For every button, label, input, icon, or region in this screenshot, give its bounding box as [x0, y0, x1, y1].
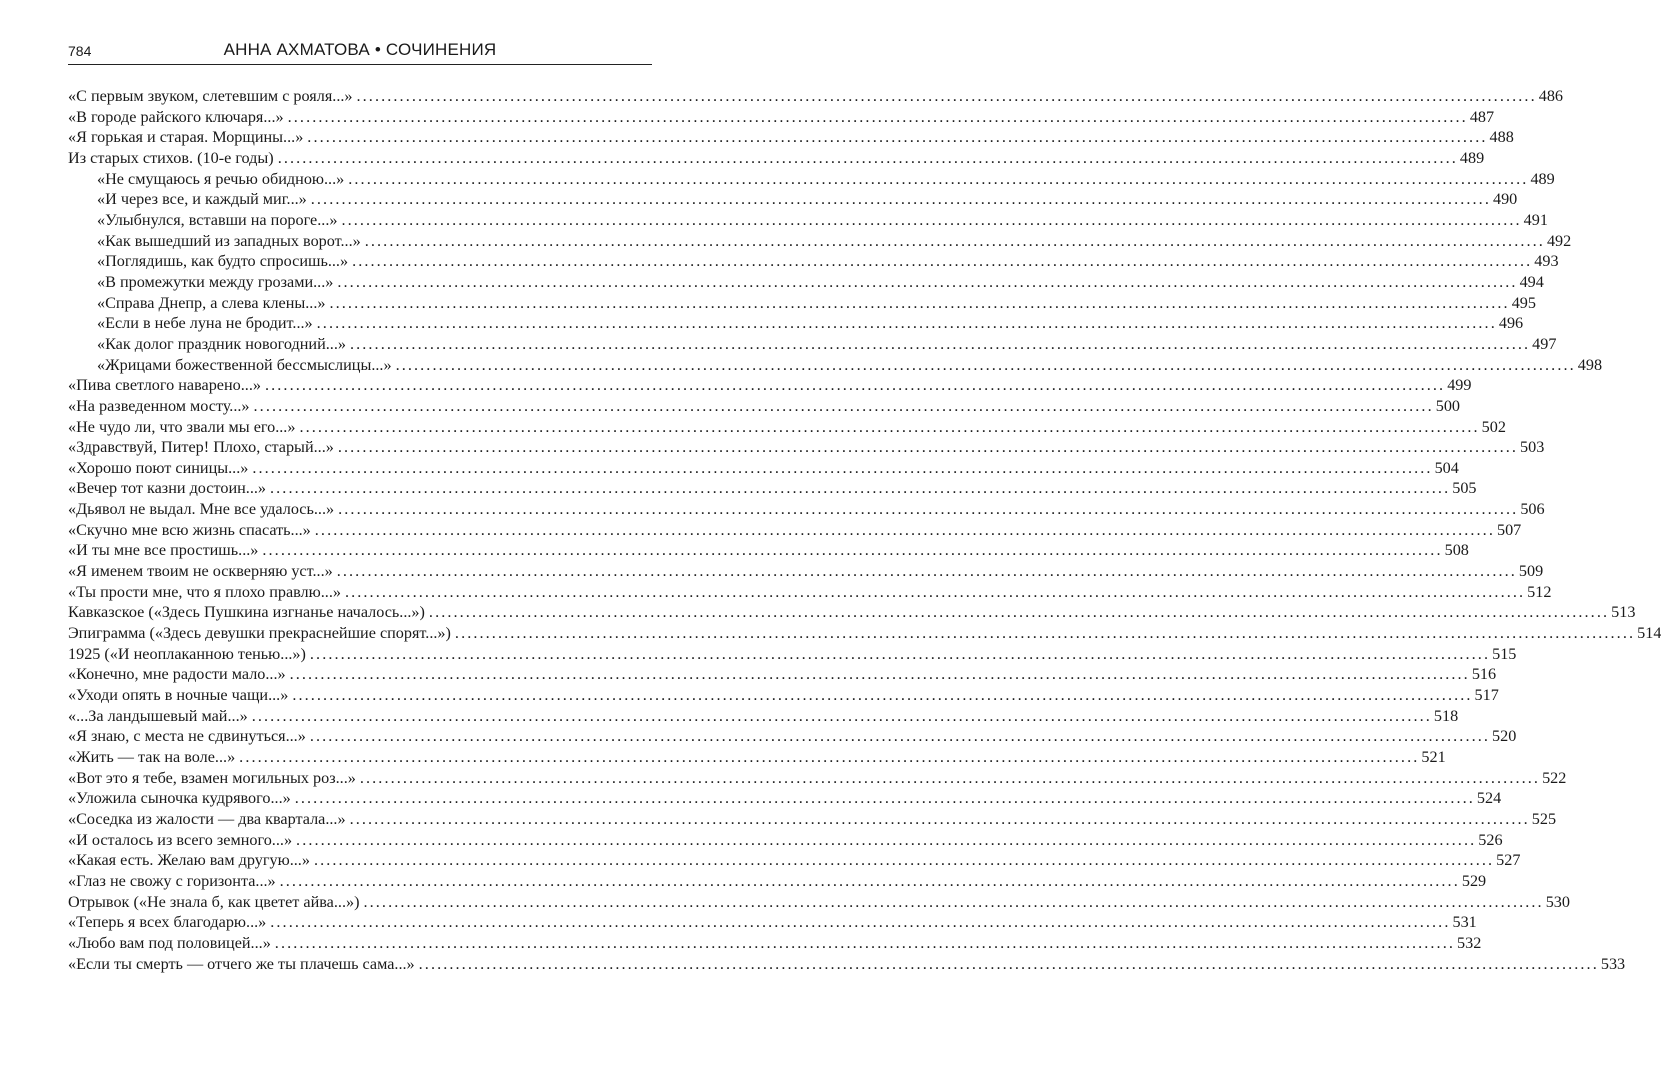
toc-entry [68, 437, 1545, 458]
entry-page-number: 500 [1435, 396, 1461, 415]
toc-entry [68, 892, 1570, 913]
toc-entry [68, 293, 1536, 314]
entry-title: Из старых стихов. (10-е годы) [68, 148, 274, 167]
dot-leader: ................................................................................................................................................................................................ [314, 520, 1495, 539]
dot-leader: ................................................................................................................................................................................................ [253, 396, 1434, 415]
entry-page-number: 515 [1492, 644, 1517, 663]
entry-page-number: 532 [1457, 933, 1482, 952]
toc-entry [68, 726, 1517, 747]
toc-entry [68, 86, 1563, 107]
entry-title: «Жить — так на воле...» [68, 748, 236, 766]
entry-page-number: 517 [1474, 686, 1499, 705]
toc-entry [68, 768, 1567, 789]
dot-leader: ................................................................................................................................................................................................ [299, 417, 1480, 436]
entry-page-number: 496 [1498, 314, 1524, 333]
dot-leader: ................................................................................................................................................................................................ [316, 314, 1497, 333]
dot-leader: ................................................................................................................................................................................................ [279, 871, 1460, 890]
entry-title: «Я знаю, с места не сдвинуться...» [68, 727, 306, 746]
dot-leader: ................................................................................................................................................................................................ [309, 644, 1491, 663]
table-of-contents [68, 86, 1661, 974]
dot-leader: ................................................................................................................................................................................................ [251, 706, 1432, 725]
toc-entry [68, 231, 1572, 252]
entry-page-number: 506 [1520, 500, 1545, 519]
toc-entry [68, 623, 1661, 644]
dot-leader: ................................................................................................................................................................................................ [277, 148, 1458, 167]
entry-page-number: 524 [1476, 789, 1502, 808]
entry-page-number: 489 [1459, 148, 1485, 167]
entry-page-number: 493 [1534, 252, 1559, 271]
entry-title: «Не смущаюсь я речью обидною...» [97, 169, 345, 188]
dot-leader: ................................................................................................................................................................................................ [363, 892, 1544, 911]
toc-entry [68, 169, 1555, 190]
page-number: 784 [68, 43, 92, 59]
entry-title: «На разведенном мосту...» [68, 396, 250, 415]
toc-entry [68, 664, 1497, 685]
toc-entry [68, 871, 1487, 892]
dot-leader: ................................................................................................................................................................................................ [359, 768, 1541, 787]
entry-page-number: 516 [1471, 665, 1497, 684]
dot-leader: ................................................................................................................................................................................................ [262, 541, 1443, 560]
toc-entry [68, 396, 1461, 417]
entry-page-number: 499 [1447, 376, 1472, 395]
entry-title: «Вот это я тебе, взамен могильных роз...» [68, 768, 356, 787]
entry-title: «В промежутки между грозами...» [97, 272, 334, 291]
entry-title: «Если в небе луна не бродит...» [97, 314, 313, 333]
entry-title: «Дьявол не выдал. Мне все удалось...» [68, 500, 335, 519]
entry-title: «Жрицами божественной бессмыслицы...» [97, 355, 392, 374]
dot-leader: ................................................................................................................................................................................................ [270, 913, 1451, 932]
dot-leader: ................................................................................................................................................................................................ [336, 562, 1517, 581]
toc-entry [68, 582, 1552, 603]
toc-entry [68, 685, 1499, 706]
entry-title: «Как долог праздник новогодний...» [97, 334, 346, 353]
entry-title: «Я горькая и старая. Морщины...» [68, 128, 304, 147]
entry-title: «Любо вам под половицей...» [68, 933, 271, 952]
toc-entry [68, 189, 1518, 210]
toc-entry [68, 334, 1557, 355]
entry-page-number: 502 [1481, 417, 1506, 436]
entry-page-number: 491 [1523, 210, 1548, 229]
entry-title: 1925 («И неоплаканною тенью...») [68, 644, 306, 663]
toc-entry [68, 912, 1477, 933]
entry-title: «Пива светлого наварено...» [68, 376, 261, 395]
toc-entry [68, 478, 1477, 499]
entry-title: «Улыбнулся, вставши на пороге...» [97, 210, 338, 229]
entry-page-number: 492 [1546, 231, 1572, 250]
entry-title: «...За ландышевый май...» [68, 706, 248, 725]
entry-title: «Ты прости мне, что я плохо правлю...» [68, 582, 341, 601]
entry-page-number: 518 [1433, 706, 1459, 725]
entry-title: «И ты мне все простишь...» [68, 541, 259, 560]
dot-leader: ................................................................................................................................................................................................ [454, 624, 1636, 643]
toc-entry [68, 417, 1506, 438]
entry-title: «Какая есть. Желаю вам другую...» [68, 851, 310, 870]
dot-leader: ................................................................................................................................................................................................ [310, 190, 1491, 209]
dot-leader: ................................................................................................................................................................................................ [349, 809, 1530, 828]
entry-page-number: 505 [1452, 479, 1477, 498]
entry-page-number: 522 [1542, 768, 1567, 787]
entry-title: «Хорошо поют синицы...» [68, 458, 249, 477]
entry-title: «Не чудо ли, что звали мы его...» [68, 417, 296, 436]
entry-title: «Конечно, мне радости мало...» [68, 665, 286, 684]
entry-title: «Если ты смерть — отчего же ты плачешь сама...» [68, 954, 415, 973]
entry-title: «Как вышедший из западных ворот...» [97, 231, 361, 250]
dot-leader: ................................................................................................................................................................................................ [428, 603, 1610, 622]
toc-entry [68, 107, 1495, 128]
dot-leader: ................................................................................................................................................................................................ [270, 479, 1451, 498]
entry-page-number: 487 [1469, 107, 1495, 126]
dot-leader: ................................................................................................................................................................................................ [264, 376, 1446, 395]
dot-leader: ................................................................................................................................................................................................ [307, 128, 1488, 147]
dot-leader: ................................................................................................................................................................................................ [287, 107, 1468, 126]
entry-title: Отрывок («Не знала б, как цветет айва...») [68, 892, 360, 911]
toc-entry [68, 644, 1517, 665]
entry-title: Эпиграмма («Здесь девушки прекраснейшие спорят...») [68, 624, 451, 643]
entry-page-number: 488 [1489, 128, 1514, 147]
entry-title: «Здравствуй, Питер! Плохо, старый...» [68, 438, 334, 457]
entry-title: «В городе райского ключаря...» [68, 107, 284, 126]
dot-leader: ................................................................................................................................................................................................ [239, 748, 1420, 766]
toc-entry [68, 706, 1459, 727]
entry-page-number: 526 [1478, 830, 1503, 849]
entry-page-number: 509 [1518, 562, 1544, 581]
toc-entry [68, 602, 1636, 623]
entry-title: «Скучно мне всю жизнь спасать...» [68, 520, 311, 539]
entry-title: Кавказское («Здесь Пушкина изгнанье началось...») [68, 603, 425, 622]
entry-title: «И через все, и каждый миг...» [97, 190, 307, 209]
toc-entry [68, 850, 1521, 871]
entry-page-number: 486 [1538, 87, 1563, 105]
entry-page-number: 507 [1496, 520, 1522, 539]
dot-leader: ................................................................................................................................................................................................ [274, 933, 1455, 952]
toc-entry [68, 954, 1626, 975]
dot-leader: ................................................................................................................................................................................................ [337, 272, 1518, 291]
entry-page-number: 494 [1519, 272, 1544, 291]
entry-page-number: 529 [1461, 871, 1487, 890]
toc-entry [68, 313, 1524, 334]
dot-leader: ................................................................................................................................................................................................ [356, 87, 1537, 105]
entry-page-number: 514 [1637, 624, 1661, 643]
entry-title: «Я именем твоим не оскверняю уст...» [68, 562, 333, 581]
dot-leader: ................................................................................................................................................................................................ [341, 210, 1522, 229]
dot-leader: ................................................................................................................................................................................................ [309, 727, 1491, 746]
toc-entry [68, 520, 1522, 541]
toc-entry [68, 809, 1557, 830]
entry-title: «Уложила сыночка кудрявого...» [68, 789, 291, 808]
dot-leader: ................................................................................................................................................................................................ [349, 334, 1531, 353]
toc-entry [68, 272, 1544, 293]
entry-page-number: 497 [1532, 334, 1557, 353]
toc-entry [68, 251, 1559, 272]
entry-page-number: 521 [1421, 748, 1446, 766]
dot-leader: ................................................................................................................................................................................................ [292, 686, 1473, 705]
dot-leader: ................................................................................................................................................................................................ [296, 830, 1477, 849]
toc-entry [68, 788, 1502, 809]
entry-title: «Вечер тот казни достоин...» [68, 479, 267, 498]
dot-leader: ................................................................................................................................................................................................ [294, 789, 1475, 808]
dot-leader: ................................................................................................................................................................................................ [348, 169, 1529, 188]
entry-page-number: 513 [1611, 603, 1636, 622]
dot-leader: ................................................................................................................................................................................................ [364, 231, 1545, 250]
dot-leader: ................................................................................................................................................................................................ [337, 438, 1519, 457]
entry-page-number: 531 [1452, 913, 1477, 932]
toc-entry [68, 499, 1545, 520]
entry-page-number: 512 [1527, 582, 1552, 601]
entry-page-number: 503 [1520, 438, 1545, 457]
entry-title: «Уходи опять в ночные чащи...» [68, 686, 289, 705]
toc-entry [68, 747, 1446, 768]
dot-leader: ................................................................................................................................................................................................ [329, 293, 1510, 312]
dot-leader: ................................................................................................................................................................................................ [289, 665, 1470, 684]
entry-page-number: 489 [1530, 169, 1555, 188]
toc-entry [68, 210, 1548, 231]
entry-page-number: 520 [1492, 727, 1517, 746]
entry-page-number: 525 [1531, 809, 1557, 828]
entry-page-number: 530 [1545, 892, 1570, 911]
dot-leader: ................................................................................................................................................................................................ [344, 582, 1526, 601]
toc-entry [68, 561, 1544, 582]
entry-page-number: 495 [1511, 293, 1536, 312]
toc-entry [68, 933, 1482, 954]
entry-page-number: 490 [1492, 190, 1518, 209]
dot-leader: ................................................................................................................................................................................................ [313, 851, 1495, 870]
toc-entry [68, 458, 1459, 479]
entry-page-number: 527 [1496, 851, 1521, 870]
entry-page-number: 504 [1434, 458, 1459, 477]
entry-title: «Теперь я всех благодарю...» [68, 913, 267, 932]
dot-leader: ................................................................................................................................................................................................ [395, 355, 1576, 374]
entry-title: «Поглядишь, как будто спросишь...» [97, 252, 349, 271]
dot-leader: ................................................................................................................................................................................................ [252, 458, 1433, 477]
entry-title: «Справа Днепр, а слева клены...» [97, 293, 326, 312]
toc-entry [68, 375, 1472, 396]
running-title: АННА АХМАТОВА • СОЧИНЕНИЯ [223, 40, 497, 59]
entry-title: «С первым звуком, слетевшим с рояля...» [68, 87, 353, 105]
entry-title: «Соседка из жалости — два квартала...» [68, 809, 346, 828]
toc-entry [68, 830, 1503, 851]
dot-leader: ................................................................................................................................................................................................ [338, 500, 1519, 519]
toc-entry [68, 127, 1514, 148]
entry-page-number: 533 [1600, 954, 1626, 973]
toc-entry [68, 540, 1469, 561]
page-header [68, 40, 652, 65]
toc-entry [68, 148, 1485, 169]
entry-page-number: 498 [1577, 355, 1603, 374]
dot-leader: ................................................................................................................................................................................................ [352, 252, 1533, 271]
entry-title: «И осталось из всего земного...» [68, 830, 293, 849]
toc-entry [68, 355, 1603, 376]
dot-leader: ................................................................................................................................................................................................ [418, 954, 1599, 973]
entry-title: «Глаз не свожу с горизонта...» [68, 871, 276, 890]
entry-page-number: 508 [1444, 541, 1469, 560]
